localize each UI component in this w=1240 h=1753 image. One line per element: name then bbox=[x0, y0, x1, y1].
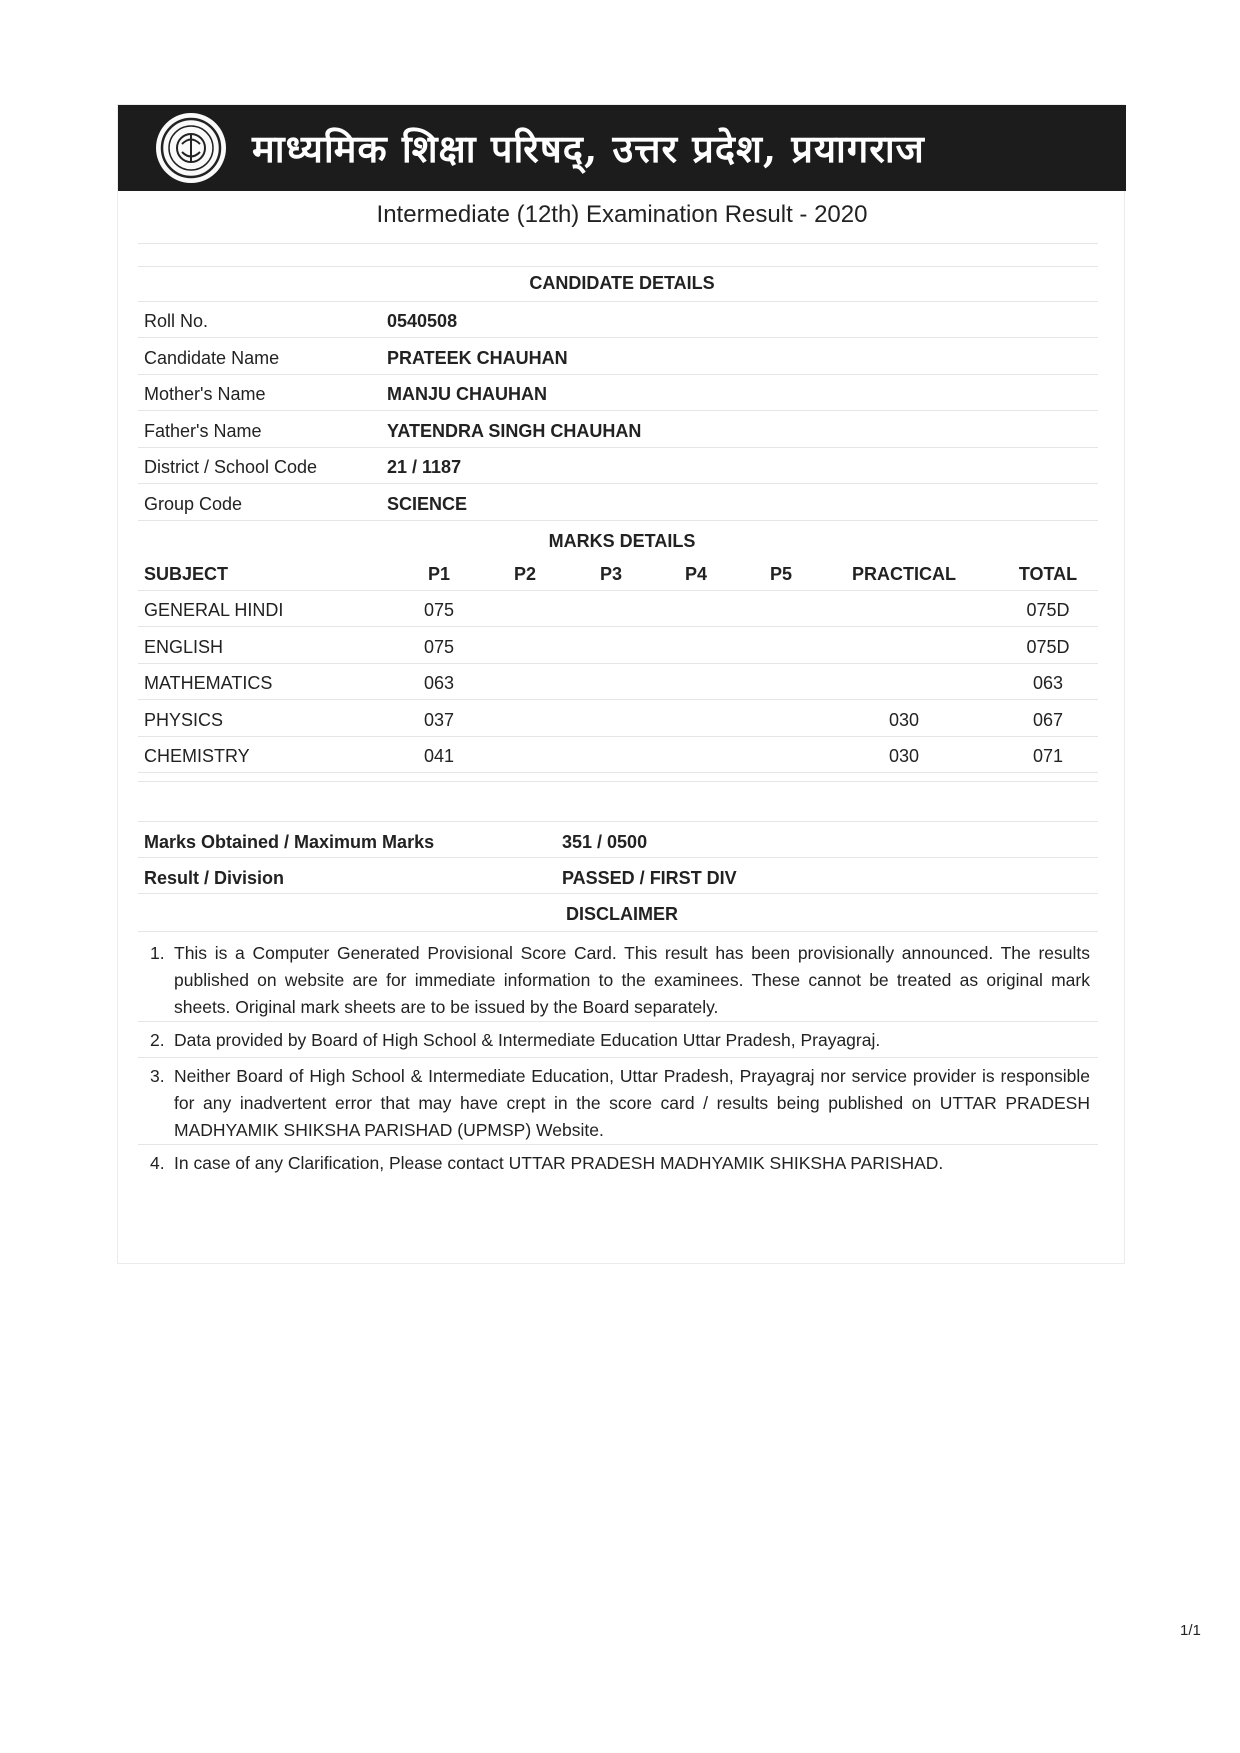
disclaimer-item-number: 4. bbox=[150, 1153, 165, 1173]
candidate-field-value: MANJU CHAUHAN bbox=[387, 384, 547, 404]
candidate-field-label: Candidate Name bbox=[144, 347, 280, 368]
marks-header-subject: SUBJECT bbox=[144, 564, 229, 584]
marks-header-p2: P2 bbox=[513, 564, 537, 584]
marks-row-practical: 030 bbox=[888, 709, 920, 730]
divider bbox=[138, 772, 1098, 773]
candidate-field-label: District / School Code bbox=[144, 457, 318, 477]
marks-row-p1: 075 bbox=[423, 636, 455, 657]
disclaimer-item-number: 2. bbox=[150, 1030, 165, 1050]
marks-row-subject: GENERAL HINDI bbox=[144, 600, 284, 620]
marks-header-p3: P3 bbox=[599, 564, 623, 584]
divider bbox=[138, 483, 1098, 484]
divider bbox=[138, 663, 1098, 664]
candidate-field-value: PRATEEK CHAUHAN bbox=[387, 347, 568, 368]
divider bbox=[138, 699, 1098, 700]
disclaimer-item-number: 3. bbox=[150, 1066, 165, 1086]
disclaimer-item-text: Neither Board of High School & Intermediate Education, Uttar Pradesh, Prayagraj nor service provider is responsible for any inadvertent error that may have crept in the score card / results being published on UTTAR PRADESH MADHYAMIK SHIKSHA PARISHAD (UPMSP) Website. bbox=[174, 1066, 1090, 1140]
divider bbox=[138, 931, 1098, 932]
candidate-field-label: Mother's Name bbox=[144, 384, 266, 404]
divider bbox=[138, 893, 1098, 894]
candidate-field-label: Father's Name bbox=[144, 420, 262, 441]
divider bbox=[138, 337, 1098, 338]
marks-row-p1: 041 bbox=[423, 746, 455, 766]
candidate-details-heading: CANDIDATE DETAILS bbox=[529, 273, 715, 293]
divider bbox=[138, 266, 1098, 267]
divider bbox=[138, 736, 1098, 737]
divider bbox=[138, 447, 1098, 448]
marks-row-total: 067 bbox=[1032, 709, 1064, 730]
divider bbox=[138, 410, 1098, 411]
marks-obtained-value: 351 / 0500 bbox=[562, 832, 648, 852]
marks-row-subject: MATHEMATICS bbox=[144, 673, 273, 693]
marks-row-total: 075D bbox=[1026, 600, 1070, 620]
disclaimer-heading: DISCLAIMER bbox=[566, 904, 678, 924]
candidate-field-label: Group Code bbox=[144, 493, 243, 514]
divider bbox=[138, 1021, 1098, 1022]
candidate-field-value: 21 / 1187 bbox=[387, 457, 462, 477]
page-number: 1/1 bbox=[1180, 1622, 1201, 1639]
candidate-field-label: Roll No. bbox=[144, 311, 209, 331]
result-division-label: Result / Division bbox=[144, 868, 285, 888]
result-sheet bbox=[117, 104, 1125, 1264]
result-title: Intermediate (12th) Examination Result - 2020 bbox=[376, 201, 868, 228]
divider bbox=[138, 590, 1098, 591]
divider bbox=[138, 781, 1098, 782]
marks-header-p1: P1 bbox=[427, 564, 451, 584]
divider bbox=[138, 821, 1098, 822]
divider bbox=[138, 1144, 1098, 1145]
marks-header-practical: PRACTICAL bbox=[852, 564, 956, 584]
marks-obtained-label: Marks Obtained / Maximum Marks bbox=[144, 832, 435, 852]
result-division-value: PASSED / FIRST DIV bbox=[562, 868, 737, 888]
marks-row-practical: 030 bbox=[888, 746, 920, 766]
divider bbox=[138, 301, 1098, 302]
disclaimer-item-text: This is a Computer Generated Provisional Score Card. This result has been provisionally announced. The results published on website are for immediate information to the examinees. These cannot be treated as original mark sheets. Original mark sheets are to be issued by the Board separately. bbox=[174, 943, 1090, 1017]
board-title: माध्यमिक शिक्षा परिषद्, उत्तर प्रदेश, प्रयागराज bbox=[252, 126, 925, 171]
marks-row-total: 075D bbox=[1026, 636, 1070, 657]
marks-header-p5: P5 bbox=[769, 564, 793, 584]
marks-row-subject: ENGLISH bbox=[144, 636, 224, 657]
candidate-field-value: 0540508 bbox=[387, 311, 458, 331]
marks-row-p1: 075 bbox=[423, 600, 455, 620]
marks-row-p1: 037 bbox=[423, 709, 455, 730]
marks-row-total: 063 bbox=[1032, 673, 1064, 693]
marks-row-subject: CHEMISTRY bbox=[144, 746, 250, 766]
disclaimer-item-text: In case of any Clarification, Please contact UTTAR PRADESH MADHYAMIK SHIKSHA PARISHAD. bbox=[174, 1153, 944, 1173]
marks-header-p4: P4 bbox=[684, 564, 708, 584]
candidate-field-value: SCIENCE bbox=[387, 493, 468, 514]
divider bbox=[138, 1057, 1098, 1058]
divider bbox=[138, 626, 1098, 627]
marks-row-subject: PHYSICS bbox=[144, 709, 224, 730]
candidate-field-value: YATENDRA SINGH CHAUHAN bbox=[387, 420, 642, 441]
header-banner bbox=[118, 105, 1126, 191]
divider bbox=[138, 243, 1098, 244]
divider bbox=[138, 374, 1098, 375]
marks-details-heading: MARKS DETAILS bbox=[548, 531, 696, 551]
marks-row-total: 071 bbox=[1032, 746, 1064, 766]
divider bbox=[138, 520, 1098, 521]
marks-row-p1: 063 bbox=[423, 673, 455, 693]
disclaimer-item-text: Data provided by Board of High School & Intermediate Education Uttar Pradesh, Prayagraj. bbox=[174, 1030, 881, 1050]
up-board-emblem-icon bbox=[156, 113, 226, 183]
marks-header-total: TOTAL bbox=[1018, 564, 1078, 584]
divider bbox=[138, 857, 1098, 858]
disclaimer-item-number: 1. bbox=[150, 943, 165, 963]
